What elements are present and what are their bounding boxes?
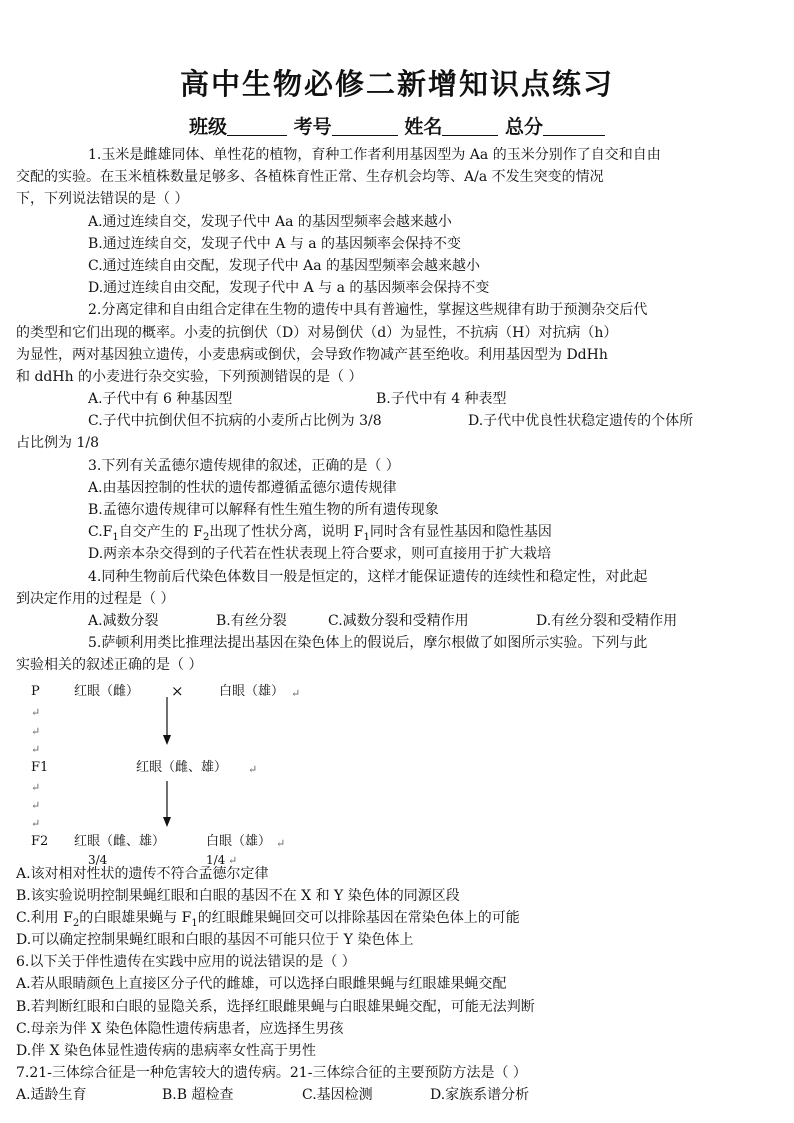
q5-stem-line1: 5.萨顿利用类比推理法提出基因在染色体上的假说后，摩尔根做了如图所示实验。下列与此	[88, 635, 648, 652]
q4-stem-line1: 4.同种生物前后代染色体数目一般是恒定的，这样才能保证遗传的连续性和稳定性，对此起	[88, 568, 648, 585]
return-mark: ↵	[31, 705, 41, 719]
q2-option-d[interactable]: D.子代中优良性状稳定遗传的个体所	[468, 413, 694, 430]
q6-option-a[interactable]: A.若从眼睛颜色上直接区分子代的雌雄，可以选择白眼雌果蝇与红眼雄果蝇交配	[16, 976, 507, 993]
class-label: 班级	[189, 116, 228, 138]
p-female-red: 红眼（雌）	[74, 683, 140, 699]
name-label: 姓名	[404, 116, 443, 138]
q4-option-d[interactable]: D.有丝分裂和受精作用	[536, 612, 678, 629]
return-mark: ↵	[31, 742, 41, 756]
q2-stem-line1: 2.分离定律和自由组合定律在生物的遗传中具有普遍性，掌握这些规律有助于预测杂交后代	[88, 302, 648, 319]
q3-stem: 3.下列有关孟德尔遗传规律的叙述，正确的是（ ）	[88, 457, 400, 474]
q7-stem: 7.21-三体综合征是一种危害较大的遗传病。21-三体综合征的主要预防方法是（ ）	[16, 1065, 527, 1082]
q3-option-c[interactable]	[88, 521, 734, 543]
q2-options-cd	[88, 410, 734, 432]
q5-c-text: C.利用 F	[16, 909, 73, 926]
return-mark: ↵	[31, 780, 41, 794]
return-mark: ↵	[291, 686, 301, 700]
p-male-white: 白眼（雄）	[219, 683, 285, 699]
score-blank[interactable]	[543, 117, 605, 136]
q5-c-sub: 2	[72, 917, 80, 929]
student-info-line	[0, 112, 794, 139]
return-mark: ↵	[276, 836, 286, 850]
q2-option-b[interactable]: B.子代中有 4 种表型	[376, 391, 507, 408]
f1-generation-label: F1	[31, 759, 49, 775]
q5-option-d[interactable]: D.可以确定控制果蝇红眼和白眼的基因不可能只位于 Y 染色体上	[16, 932, 414, 949]
q2-stem-line2: 的类型和它们出现的概率。小麦的抗倒伏（D）对易倒伏（d）为显性，不抗病（H）对抗病（h）	[16, 324, 618, 341]
q3-c-sub: 1	[112, 531, 119, 543]
q6-stem: 6.以下关于伴性遗传在实践中应用的说法错误的是（ ）	[16, 954, 356, 971]
q3-c-text3: 出现了性状分离，说明 F	[209, 524, 364, 541]
q6-option-b[interactable]: B.若判断红眼和白眼的显隐关系，选择红眼雌果蝇与白眼雄果蝇交配，可能无法判断	[16, 998, 535, 1015]
q5-option-b[interactable]: B.该实验说明控制果蝇红眼和白眼的基因不在 X 和 Y 染色体的同源区段	[16, 887, 460, 904]
p-generation-label: P	[31, 683, 40, 699]
q7-option-b[interactable]: B.B 超检查	[162, 1087, 234, 1104]
f2-generation-label: F2	[31, 833, 49, 849]
id-label: 考号	[293, 116, 332, 138]
q4-options	[88, 610, 734, 632]
q5-option-a[interactable]: A.该对相对性状的遗传不符合孟德尔定律	[16, 865, 269, 882]
q3-option-d[interactable]: D.两亲本杂交得到的子代若在性状表现上符合要求，则可直接用于扩大栽培	[88, 546, 552, 563]
arrowhead-p-f1	[163, 735, 171, 745]
q1-stem-line3: 下，下列说法错误的是（ ）	[16, 191, 189, 208]
q1-option-d[interactable]: D.通过连续自由交配，发现子代中 A 与 a 的基因频率会保持不变	[88, 280, 490, 297]
q2-option-d-cont: 占比例为 1/8	[16, 435, 99, 452]
return-mark: ↵	[31, 724, 41, 738]
q3-c-text2: 自交产生的 F	[118, 524, 203, 541]
q4-stem-line2: 到决定作用的过程是（ ）	[16, 590, 175, 607]
q1-option-a[interactable]: A.通过连续自交，发现子代中 Aa 的基因型频率会越来越小	[88, 213, 452, 230]
return-mark: ↵	[31, 798, 41, 812]
f2-white: 白眼（雄）	[206, 833, 272, 849]
q1-stem-line2: 交配的实验。在玉米植株数量足够多、各植株育性正常、生存机会均等、A/a 不发生突变的情况	[16, 169, 604, 186]
return-mark: ↵	[228, 853, 238, 867]
f2-red: 红眼（雌、雄）	[74, 833, 166, 849]
q4-option-a[interactable]: A.减数分裂	[88, 612, 159, 629]
f2-white-ratio: 1/4	[206, 852, 226, 867]
q3-c-sub3: 1	[363, 531, 370, 543]
q7-option-a[interactable]: A.适龄生育	[16, 1087, 87, 1104]
question-list	[16, 144, 734, 1107]
q2-option-a[interactable]: A.子代中有 6 种基因型	[88, 391, 233, 408]
return-mark: ↵	[31, 816, 41, 830]
q3-option-b[interactable]: B.孟德尔遗传规律可以解释有性生殖生物的所有遗传现象	[88, 502, 439, 518]
f2-red-ratio: 3/4	[88, 852, 108, 867]
q1-option-c[interactable]: C.通过连续自由交配，发现子代中 Aa 的基因型频率会越来越小	[88, 257, 481, 274]
q5-option-c[interactable]	[16, 907, 734, 929]
q5-c-text2: 的白眼雄果蝇与 F	[79, 909, 192, 926]
name-blank[interactable]	[442, 117, 498, 136]
q3-c-text4: 同时含有显性基因和隐性基因	[369, 524, 552, 541]
q5-c-text3: 的红眼雌果蝇回交可以排除基因在常染色体上的可能	[197, 909, 520, 926]
q1-stem-line1: 1.玉米是雌雄同体、单性花的植物，育种工作者利用基因型为 Aa 的玉米分别作了自交和自由	[88, 147, 661, 163]
q5-c-sub2: 1	[191, 917, 198, 929]
q2-option-c[interactable]: C.子代中抗倒伏但不抗病的小麦所占比例为 3/8	[88, 413, 382, 430]
q4-option-b[interactable]: B.有丝分裂	[216, 612, 287, 629]
q7-options	[16, 1084, 734, 1106]
q5-stem-line2: 实验相关的叙述正确的是（ ）	[16, 657, 203, 674]
q3-c-text: C.F	[88, 524, 113, 541]
q2-stem-line3: 为显性，两对基因独立遗传，小麦患病或倒伏，会导致作物减产甚至绝收。利用基因型为 DdHh	[16, 346, 608, 363]
return-mark: ↵	[248, 762, 258, 776]
q6-option-c[interactable]: C.母亲为伴 X 染色体隐性遗传病患者，应选择生男孩	[16, 1020, 344, 1037]
cross-diagram	[16, 677, 734, 867]
cross-arrows	[161, 697, 173, 843]
q7-option-c[interactable]: C.基因检测	[302, 1087, 373, 1104]
cross-symbol: ×	[171, 681, 184, 700]
score-label: 总分	[504, 116, 543, 138]
id-blank[interactable]	[332, 117, 398, 136]
f1-red: 红眼（雌、雄）	[136, 759, 228, 775]
q4-option-c[interactable]: C.减数分裂和受精作用	[328, 612, 469, 629]
q3-option-a[interactable]: A.由基因控制的性状的遗传都遵循孟德尔遗传规律	[88, 479, 397, 496]
q3-c-sub2: 2	[202, 531, 210, 543]
arrowhead-f1-f2	[163, 817, 171, 827]
q7-option-d[interactable]: D.家族系谱分析	[430, 1087, 530, 1104]
q6-option-d[interactable]: D.伴 X 染色体显性遗传病的患病率女性高于男性	[16, 1043, 317, 1059]
q2-stem-line4: 和 ddHh 的小麦进行杂交实验，下列预测错误的是（ ）	[16, 368, 363, 385]
q1-option-b[interactable]: B.通过连续自交，发现子代中 A 与 a 的基因频率会保持不变	[88, 235, 461, 252]
page-title: 高中生物必修二新增知识点练习	[179, 67, 614, 101]
q2-options-ab	[88, 388, 734, 410]
class-blank[interactable]	[227, 117, 287, 136]
